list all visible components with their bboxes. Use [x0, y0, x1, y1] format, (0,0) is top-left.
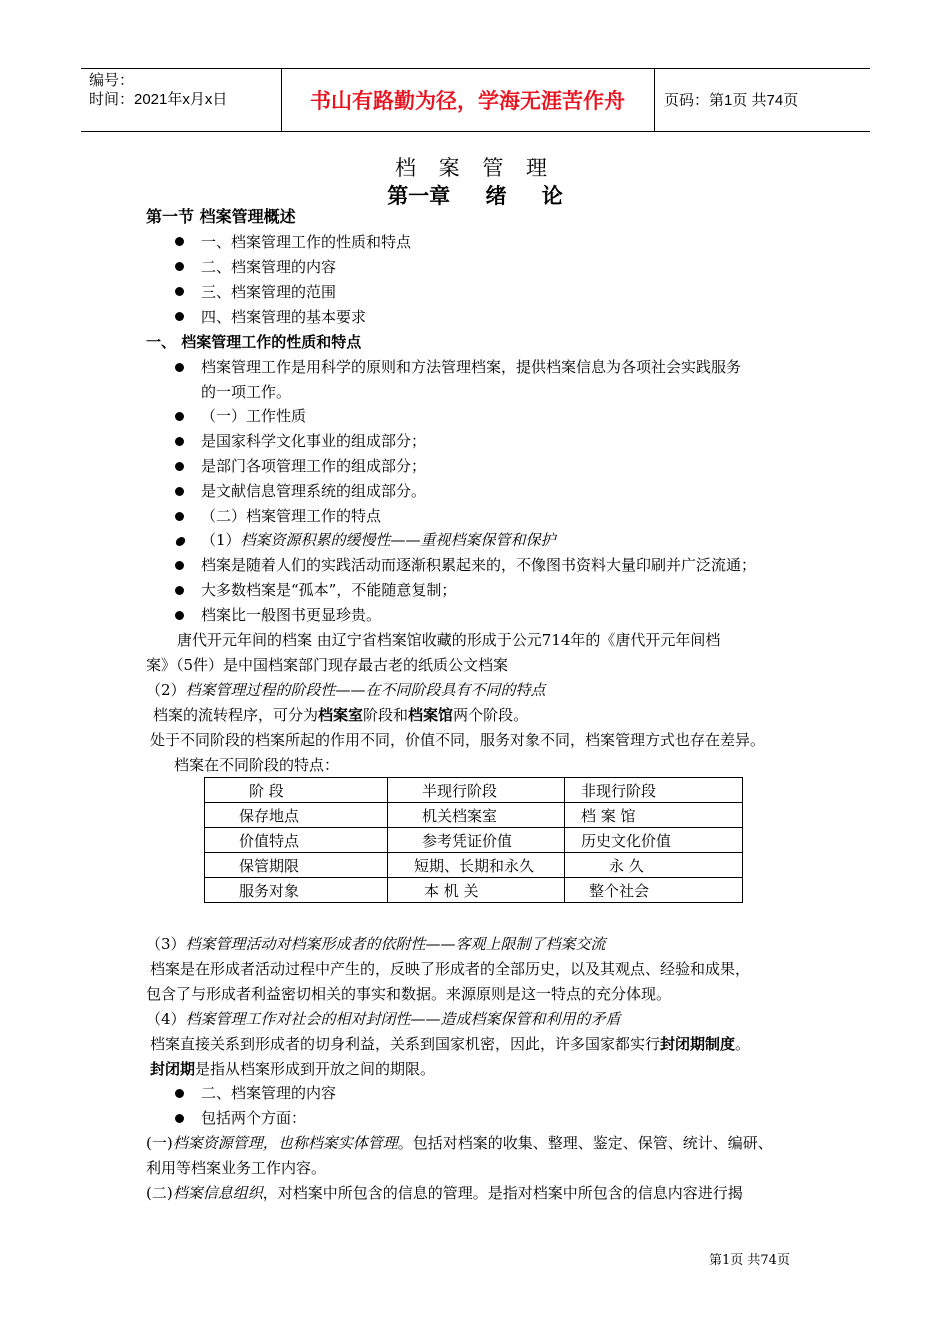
cell-text: 本 机 关 [424, 881, 479, 900]
table-row [205, 778, 743, 803]
paragraph-line: 包含了与形成者利益密切相关的事实和数据。来源原则是这一特点的充分体现。 [146, 985, 672, 1003]
item-title: 档案信息组织 [172, 1184, 263, 1202]
paragraph-line [146, 1133, 773, 1153]
table-row [205, 878, 743, 903]
page-header [81, 68, 870, 132]
bold-term: 档案室 [318, 706, 364, 724]
table-cell [565, 878, 743, 903]
text-run: 阶段和 [363, 706, 409, 724]
document-title: 档 案 管 理 [394, 156, 556, 180]
table-cell [565, 778, 743, 803]
bullet-icon [175, 487, 184, 496]
bullet-icon [175, 287, 184, 296]
bullet-icon [175, 237, 184, 246]
list-item: 是文献信息管理系统的组成部分。 [201, 482, 427, 500]
table-cell [205, 803, 388, 828]
feature-title: 档案资源积累的缓慢性——重视档案保管和保护 [240, 531, 556, 549]
section-heading: 第一节 档案管理概述 [146, 207, 296, 226]
cell-text: 档 案 馆 [581, 806, 636, 825]
page-footer: 第1页 共74页 [709, 1253, 790, 1268]
list-item: 档案是随着人们的实践活动而逐渐积累起来的，不像图书资料大量印刷并广泛流通； [201, 556, 757, 574]
stage-table [204, 777, 743, 903]
paragraph-line [146, 1183, 743, 1203]
feature-number: （4） [146, 1010, 186, 1028]
part-heading: 一、 档案管理工作的性质和特点 [146, 333, 362, 351]
text-run: 档案的流转程序，可分为 [153, 706, 319, 724]
item-number: (一) [146, 1134, 173, 1152]
item-title: 档案资源管理，也称档案实体管理 [172, 1134, 398, 1152]
text-run: 档案直接关系到形成者的切身利益，关系到国家机密，因此，许多国家都实行 [150, 1035, 661, 1053]
text-run: 是指从档案形成到开放之间的期限。 [195, 1060, 436, 1078]
feature-heading [146, 934, 606, 954]
cell-text: 机关档案室 [422, 806, 498, 825]
list-item: 档案比一般图书更显珍贵。 [201, 606, 382, 624]
cell-text: 整个社会 [589, 881, 650, 900]
table-cell [388, 828, 565, 853]
table-cell [565, 803, 743, 828]
paragraph-line: 案》（5件）是中国档案部门现存最古老的纸质公文档案 [146, 656, 509, 674]
list-item: 大多数档案是“孤本”，不能随意复制； [201, 581, 457, 599]
cell-text: 参考凭证价值 [422, 831, 513, 850]
bullet-icon [175, 437, 184, 446]
feature-heading [146, 1009, 621, 1029]
header-motto: 书山有路勤为径，学海无涯苦作舟 [310, 89, 625, 113]
text-run: 两个阶段。 [453, 706, 529, 724]
paragraph-line: 处于不同阶段的档案所起的作用不同，价值不同，服务对象不同，档案管理方式也存在差异。 [150, 731, 766, 749]
cell-text: 半现行阶段 [422, 781, 498, 800]
table-cell [205, 828, 388, 853]
header-page: 页码：第1页 共74页 [664, 92, 799, 109]
feature-heading [201, 530, 556, 550]
cell-text: 阶 段 [249, 781, 284, 800]
paragraph-line: 利用等档案业务工作内容。 [146, 1159, 327, 1177]
chapter-title: 第一章 绪 论 [387, 184, 563, 208]
paragraph-line [153, 705, 528, 725]
bullet-icon [175, 537, 186, 546]
paragraph-line [150, 1059, 435, 1079]
cell-text: 历史文化价值 [581, 831, 672, 850]
table-cell [205, 778, 388, 803]
table-cell [205, 878, 388, 903]
paragraph-line: 的一项工作。 [201, 383, 292, 401]
feature-title: 档案管理过程的阶段性——在不同阶段具有不同的特点 [185, 681, 546, 699]
table-cell [565, 828, 743, 853]
table-row [205, 828, 743, 853]
paragraph-line: 档案是在形成者活动过程中产生的，反映了形成者的全部历史，以及其观点、经验和成果， [150, 960, 751, 978]
list-item: 是国家科学文化事业的组成部分； [201, 432, 427, 450]
subheading: （二）档案管理工作的特点 [201, 507, 382, 525]
list-item: 三、档案管理的范围 [201, 283, 337, 301]
bullet-icon [175, 1114, 184, 1123]
text-run: 。包括对档案的收集、整理、鉴定、保管、统计、编研、 [397, 1134, 773, 1152]
bold-term: 档案馆 [408, 706, 454, 724]
table-cell [388, 853, 565, 878]
bold-term: 封闭期 [150, 1060, 196, 1078]
table-cell [388, 803, 565, 828]
feature-number: （1） [201, 531, 241, 549]
bullet-icon [175, 262, 184, 271]
list-item: 是部门各项管理工作的组成部分； [201, 457, 427, 475]
bullet-icon [175, 412, 184, 421]
table-cell [388, 778, 565, 803]
feature-number: （3） [146, 935, 186, 953]
bullet-icon [175, 312, 184, 321]
bold-term: 封闭期制度 [660, 1035, 736, 1053]
list-item: 一、档案管理工作的性质和特点 [201, 233, 412, 251]
bullet-icon [175, 1089, 184, 1098]
header-date: 时间：2021年x月x日 [89, 91, 228, 108]
cell-text: 保管期限 [239, 856, 300, 875]
subheading: （一）工作性质 [201, 407, 307, 425]
cell-text: 服务对象 [239, 881, 300, 900]
bullet-icon [175, 561, 184, 570]
paragraph-line: 档案管理工作是用科学的原则和方法管理档案，提供档案信息为各项社会实践服务 [201, 358, 742, 376]
cell-text: 永 久 [609, 856, 644, 875]
bullet-icon [175, 462, 184, 471]
bullet-icon [175, 586, 184, 595]
feature-heading [146, 680, 546, 700]
feature-title: 档案管理工作对社会的相对封闭性——造成档案保管和利用的矛盾 [185, 1010, 621, 1028]
text-run: ，对档案中所包含的信息的管理。是指对档案中所包含的信息内容进行揭 [262, 1184, 743, 1202]
bullet-icon [175, 363, 184, 372]
item-number: (二) [146, 1184, 173, 1202]
header-number: 编号： [89, 72, 135, 89]
bullet-icon [175, 611, 184, 620]
cell-text: 价值特点 [239, 831, 300, 850]
cell-text: 非现行阶段 [581, 781, 657, 800]
feature-number: （2） [146, 681, 186, 699]
paragraph-line: 档案在不同阶段的特点： [174, 756, 340, 774]
text-run: 。 [735, 1035, 751, 1053]
table-cell [388, 878, 565, 903]
list-item: 包括两个方面： [201, 1109, 307, 1127]
table-row [205, 803, 743, 828]
table-row [205, 853, 743, 878]
paragraph-line: 唐代开元年间的档案 由辽宁省档案馆收藏的形成于公元714年的《唐代开元年间档 [177, 631, 721, 649]
header-meta [89, 71, 227, 109]
table-cell [205, 853, 388, 878]
table-cell [565, 853, 743, 878]
cell-text: 保存地点 [239, 806, 300, 825]
list-item: 四、档案管理的基本要求 [201, 308, 367, 326]
bullet-icon [175, 512, 184, 521]
header-divider [654, 69, 655, 131]
feature-title: 档案管理活动对档案形成者的依附性——客观上限制了档案交流 [185, 935, 606, 953]
subheading: 二、档案管理的内容 [201, 1084, 337, 1102]
cell-text: 短期、长期和永久 [414, 856, 535, 875]
paragraph-line [150, 1034, 750, 1054]
list-item: 二、档案管理的内容 [201, 258, 337, 276]
